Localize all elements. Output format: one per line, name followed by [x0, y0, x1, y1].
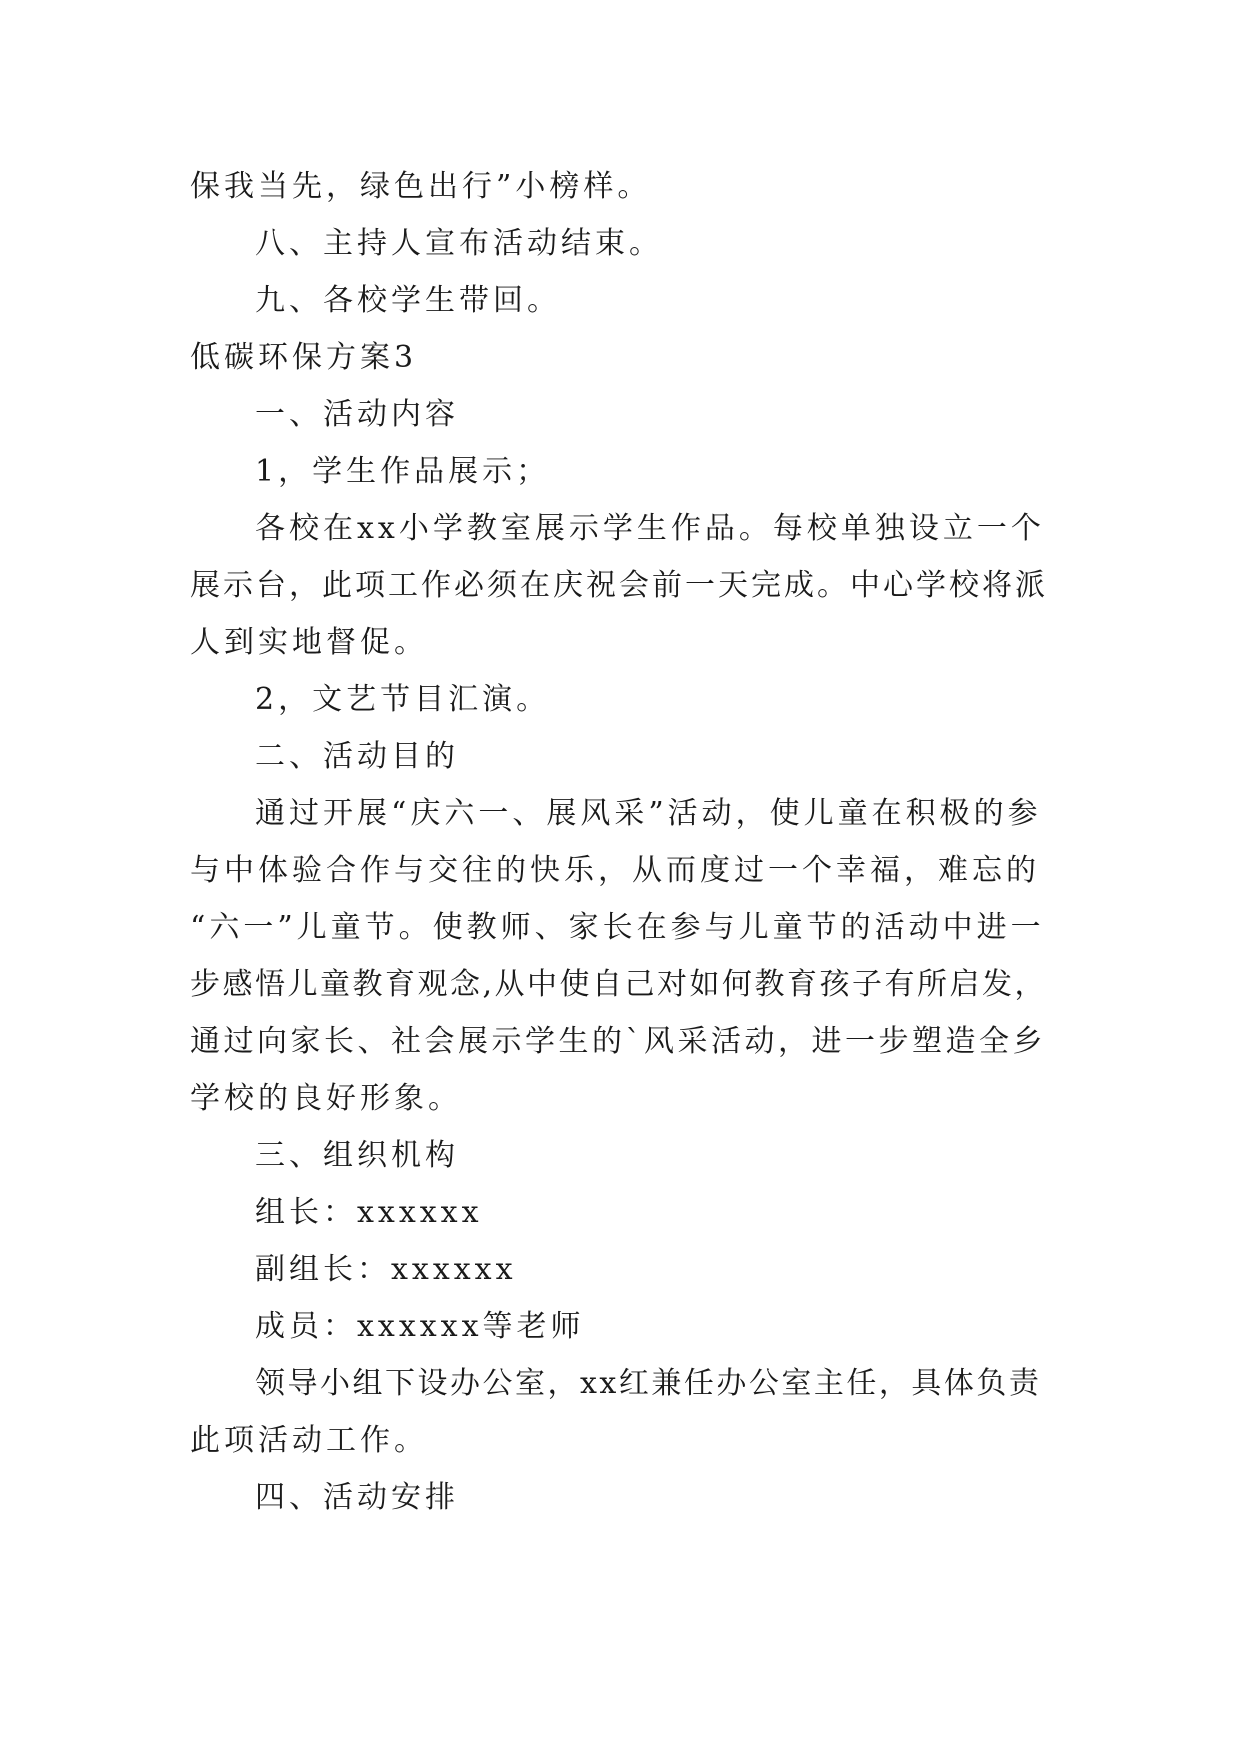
text-line: 一、活动内容	[255, 397, 459, 432]
text-line: 此项活动工作。	[190, 1423, 428, 1458]
text-line: 各校在xx小学教室展示学生作品。每校单独设立一个	[255, 511, 1045, 546]
text-line: 副组长：xxxxxx	[255, 1252, 517, 1287]
text-line: 人到实地督促。	[190, 625, 428, 660]
text-line: 保我当先，绿色出行”小榜样。	[190, 169, 652, 204]
text-line: 展示台，此项工作必须在庆祝会前一天完成。中心学校将派	[190, 568, 1048, 603]
text-line: 三、组织机构	[255, 1138, 459, 1173]
text-line: 与中体验合作与交往的快乐，从而度过一个幸福，难忘的	[190, 853, 1040, 888]
section-heading: 低碳环保方案3	[190, 340, 418, 375]
text-line: 九、各校学生带回。	[255, 283, 561, 318]
text-line: 学校的良好形象。	[190, 1081, 462, 1116]
text-line: 四、活动安排	[255, 1480, 459, 1515]
text-line: 2，文艺节目汇演。	[255, 682, 551, 717]
text-line: 步感悟儿童教育观念,从中使自己对如何教育孩子有所启发，	[190, 967, 1048, 1002]
text-line: “六一”儿童节。使教师、家长在参与儿童节的活动中进一	[190, 910, 1045, 945]
text-line: 二、活动目的	[255, 739, 459, 774]
text-line: 1，学生作品展示；	[255, 454, 551, 489]
text-line: 八、主持人宣布活动结束。	[255, 226, 663, 261]
text-line: 领导小组下设办公室，xx红兼任办公室主任，具体负责	[255, 1366, 1042, 1401]
text-line: 通过向家长、社会展示学生的`风采活动，进一步塑造全乡	[190, 1024, 1046, 1059]
text-line: 成员：xxxxxx等老师	[255, 1309, 585, 1344]
text-line: 通过开展“庆六一、展风采”活动，使儿童在积极的参	[255, 796, 1042, 831]
text-line: 组长：xxxxxx	[255, 1195, 483, 1230]
